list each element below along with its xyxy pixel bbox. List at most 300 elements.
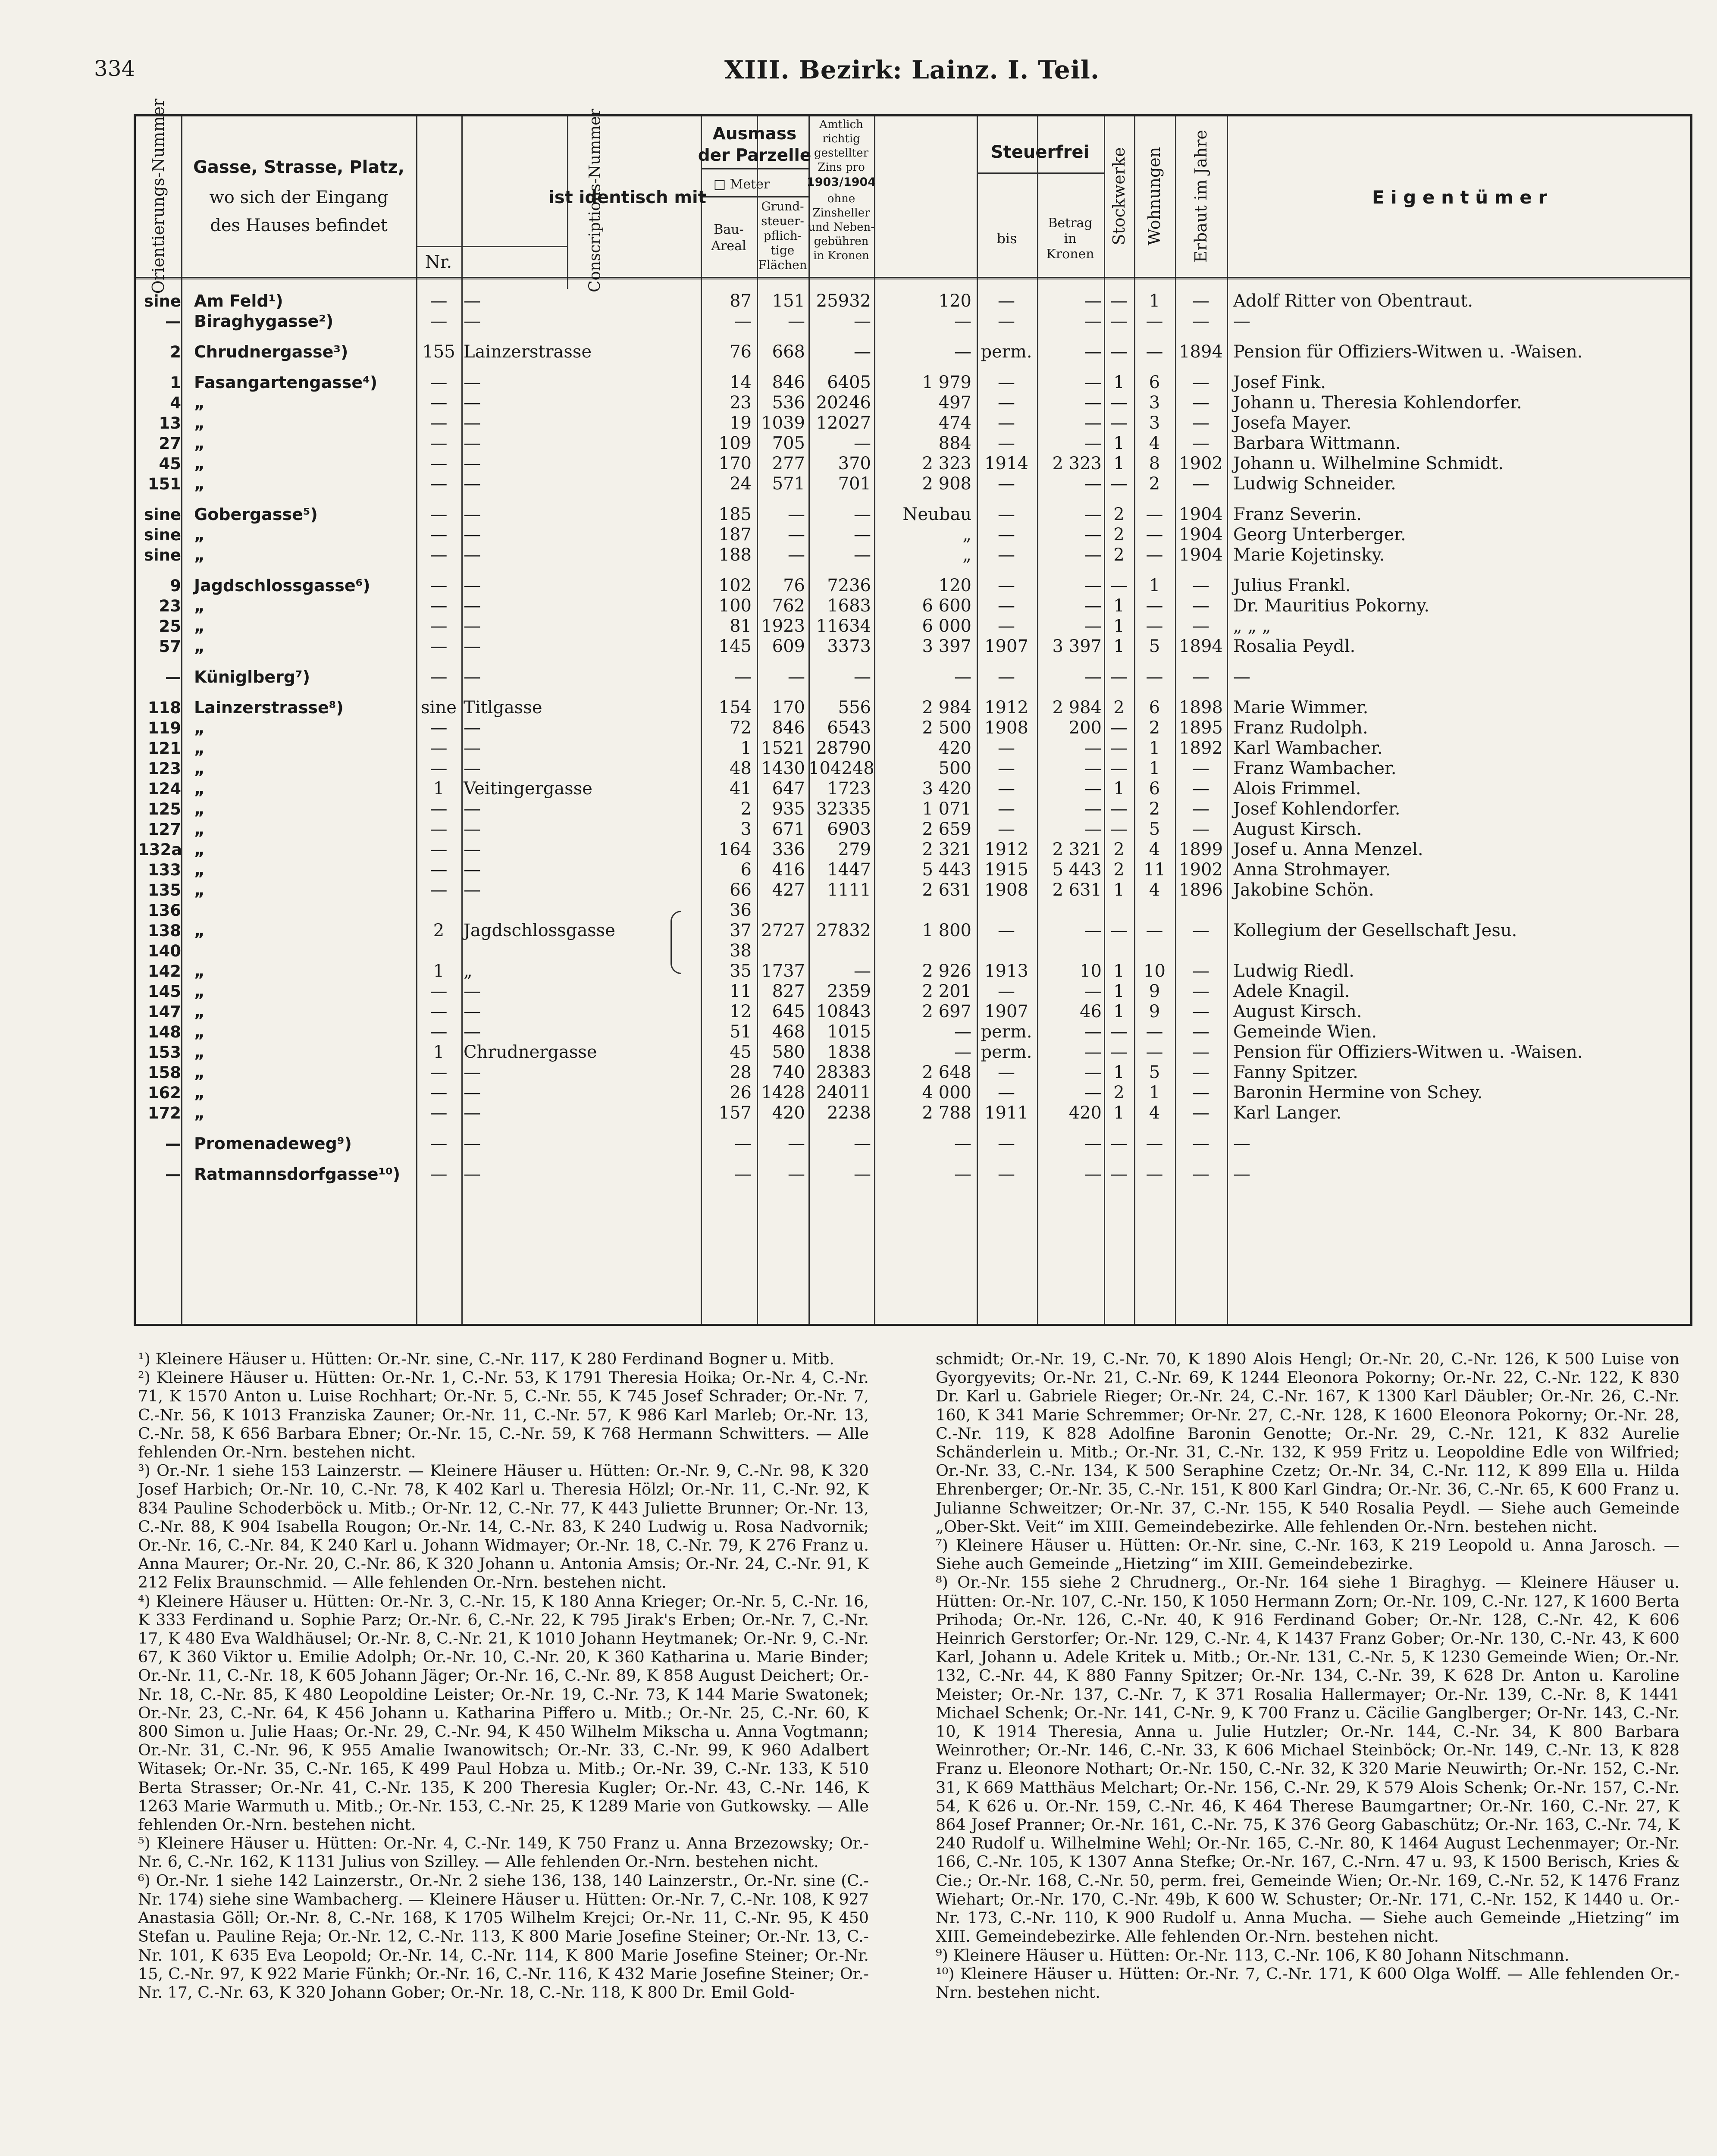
- footnotes-right: [936, 1350, 1679, 2002]
- cell-n: —: [464, 1164, 481, 1184]
- cell-b: 935: [772, 799, 805, 819]
- cell-sb: —: [998, 1062, 1015, 1082]
- cell-own: Pension für Offiziers-Witwen u. -Waisen.: [1233, 342, 1583, 362]
- cell-i: —: [430, 1062, 448, 1082]
- cell-w: 4: [1149, 840, 1160, 859]
- cell-s: „: [194, 1063, 205, 1082]
- cell-sb: —: [998, 576, 1015, 595]
- header-bau-2: Areal: [711, 238, 746, 254]
- cell-sk: —: [1084, 1083, 1102, 1103]
- table-row: [136, 291, 1690, 311]
- cell-e: 1896: [1179, 880, 1223, 900]
- cell-e: 1904: [1179, 525, 1223, 545]
- cell-e: —: [1192, 667, 1209, 687]
- cell-s: Jagdschlossgasse⁶): [194, 576, 370, 595]
- cell-c: 157: [718, 1103, 752, 1123]
- cell-w: 9: [1149, 981, 1160, 1001]
- cell-i: 1: [433, 779, 445, 799]
- header-zins-4: Zins pro: [818, 161, 865, 174]
- cell-b: —: [788, 667, 805, 687]
- cell-c: 28: [730, 1062, 752, 1082]
- cell-n: —: [464, 636, 481, 656]
- cell-e: 1894: [1179, 636, 1223, 656]
- cell-sb: —: [998, 413, 1015, 433]
- table-body: [136, 291, 1690, 1185]
- cell-o: 25: [159, 617, 181, 636]
- cell-st: 1: [1113, 880, 1125, 900]
- cell-n: —: [464, 291, 481, 311]
- cell-sb: —: [998, 758, 1015, 778]
- cell-g: 370: [838, 454, 871, 473]
- cell-st: 2: [1113, 1083, 1125, 1103]
- cell-g: —: [854, 961, 871, 981]
- cell-b: 1430: [761, 758, 805, 778]
- cell-sk: 3 397: [1052, 636, 1102, 656]
- cell-g: 6405: [827, 373, 871, 392]
- cell-c: 187: [718, 525, 752, 545]
- cell-s: „: [194, 799, 205, 818]
- cell-o: 1: [170, 373, 181, 392]
- cell-b: 151: [772, 291, 805, 311]
- cell-b: 416: [772, 860, 805, 880]
- cell-n: —: [464, 1103, 481, 1123]
- footnote: ⁷) Kleinere Häuser u. Hütten: Or.-Nr. sine, C.-Nr. 163, K 219 Leopold u. Anna Jarosch. — Siehe auch Gemeinde „Hietzing“ im XIII. Gemeindebezirke.: [936, 1536, 1679, 1573]
- cell-sk: 46: [1080, 1002, 1102, 1022]
- cell-n: —: [464, 525, 481, 545]
- cell-i: —: [430, 981, 448, 1001]
- row-group-brace: [671, 911, 681, 974]
- cell-st: 1: [1113, 981, 1125, 1001]
- cell-o: 127: [147, 820, 181, 839]
- footnote: ⁶) Or.-Nr. 1 siehe 142 Lainzerstr., Or.-Nr. 2 siehe 136, 138, 140 Lainzerstr., Or.-Nr. sine (C.-Nr. 174) siehe sine Wambacherg. — Kleinere Häuser u. Hütten: Or.-Nr. 7, C.-Nr. 108, K 927 Anastasia Göll; Or.-Nr. 8, C.-Nr. 168, K 1705 Wilhelm Krejci; Or.-Nr. 11, C.-Nr. 95, K 450 Stefan u. Pauline Reja; Or.-Nr. 12, C.-Nr. 113, K 800 Marie Josefine Steiner; Or.-Nr. 13, C.-Nr. 101, K 635 Eva Leopold; Or.-Nr. 14, C.-Nr. 114, K 800 Marie Josefine Steiner; Or.-Nr. 15, C.-Nr. 97, K 922 Marie Fünkh; Or.-Nr. 16, C.-Nr. 116, K 432 Marie Josefine Steiner; Or.-Nr. 17, C.-Nr. 63, K 320 Johann Gober; Or.-Nr. 18, C.-Nr. 118, K 800 Dr. Emil Gold-: [138, 1871, 869, 2002]
- cell-i: 1: [433, 1042, 445, 1062]
- cell-e: 1895: [1179, 718, 1223, 738]
- table-row: [136, 799, 1690, 819]
- cell-z: 2 631: [922, 880, 971, 900]
- cell-o: 125: [147, 800, 181, 818]
- cell-own: Karl Wambacher.: [1233, 738, 1383, 758]
- header-betrag-3: Kronen: [1046, 247, 1094, 262]
- cell-i: —: [430, 311, 448, 331]
- cell-own: Dr. Mauritius Pokorny.: [1233, 596, 1430, 616]
- header-grund-5: Flächen: [758, 258, 807, 272]
- header-eigentuemer: E i g e n t ü m e r: [1372, 187, 1548, 208]
- cell-i: —: [430, 474, 448, 494]
- cell-st: —: [1110, 413, 1128, 433]
- cell-s: „: [194, 1103, 205, 1122]
- table-row: [136, 454, 1690, 474]
- cell-n: Titlgasse: [464, 698, 542, 718]
- cell-z: —: [954, 1022, 971, 1042]
- table-row: [136, 860, 1690, 880]
- cell-st: —: [1110, 667, 1128, 687]
- cell-s: Chrudnergasse³): [194, 342, 348, 361]
- cell-c: 36: [730, 900, 752, 920]
- cell-e: 1904: [1179, 545, 1223, 565]
- cell-z: „: [962, 545, 971, 565]
- cell-o: 9: [170, 577, 181, 595]
- cell-i: —: [430, 291, 448, 311]
- cell-z: 2 659: [922, 819, 971, 839]
- cell-o: 148: [147, 1023, 181, 1041]
- cell-sb: —: [998, 799, 1015, 819]
- table-row: [136, 941, 1690, 961]
- cell-own: Johann u. Theresia Kohlendorfer.: [1233, 393, 1522, 413]
- table-row: [136, 718, 1690, 738]
- cell-sb: 1907: [984, 636, 1028, 656]
- cell-sk: —: [1084, 738, 1102, 758]
- cell-n: —: [464, 596, 481, 616]
- cell-o: 132a: [138, 840, 182, 859]
- cell-i: —: [430, 840, 448, 859]
- cell-s: „: [194, 820, 205, 839]
- cell-s: „: [194, 617, 205, 636]
- cell-w: 2: [1149, 799, 1160, 819]
- cell-w: 10: [1144, 961, 1166, 981]
- cell-o: 133: [147, 861, 181, 879]
- cell-n: —: [464, 616, 481, 636]
- cell-n: —: [464, 860, 481, 880]
- cell-s: Küniglberg⁷): [194, 667, 310, 686]
- cell-i: sine: [421, 698, 457, 718]
- cell-z: 2 323: [922, 454, 971, 473]
- cell-w: —: [1146, 505, 1163, 524]
- cell-e: —: [1192, 1134, 1209, 1153]
- cell-o: 4: [170, 394, 181, 412]
- cell-e: —: [1192, 1002, 1209, 1022]
- cell-z: 474: [938, 413, 971, 433]
- cell-g: 1015: [827, 1022, 871, 1042]
- header-street-2: wo sich der Eingang: [209, 188, 389, 207]
- cell-sk: —: [1084, 799, 1102, 819]
- cell-i: —: [430, 667, 448, 687]
- cell-st: 2: [1113, 545, 1125, 565]
- cell-n: —: [464, 819, 481, 839]
- cell-sk: —: [1084, 779, 1102, 799]
- cell-w: 1: [1149, 758, 1160, 778]
- cell-w: —: [1146, 667, 1163, 687]
- cell-g: 1447: [827, 860, 871, 880]
- cell-o: 151: [147, 475, 181, 493]
- header-nr: Nr.: [425, 252, 452, 272]
- cell-e: —: [1192, 921, 1209, 940]
- cell-b: 336: [772, 840, 805, 859]
- cell-i: —: [430, 1022, 448, 1042]
- cell-e: —: [1192, 1062, 1209, 1082]
- cell-own: Josef u. Anna Menzel.: [1233, 840, 1423, 859]
- cell-g: 701: [838, 474, 871, 494]
- cell-b: 671: [772, 819, 805, 839]
- cell-own: Marie Kojetinsky.: [1233, 545, 1385, 565]
- cell-e: —: [1192, 596, 1209, 616]
- cell-o: sine: [144, 505, 181, 524]
- cell-g: 556: [838, 698, 871, 718]
- cell-sb: 1913: [984, 961, 1028, 981]
- table-row: [136, 596, 1690, 616]
- cell-sb: —: [998, 311, 1015, 331]
- cell-sk: —: [1084, 667, 1102, 687]
- cell-b: 1521: [761, 738, 805, 758]
- cell-sb: —: [998, 596, 1015, 616]
- cell-g: 1683: [827, 596, 871, 616]
- header-betrag-2: in: [1064, 231, 1077, 246]
- cell-b: 1923: [761, 616, 805, 636]
- cell-e: 1894: [1179, 342, 1223, 362]
- cell-sk: —: [1084, 525, 1102, 545]
- cell-c: —: [734, 1164, 752, 1184]
- cell-s: „: [194, 1083, 205, 1102]
- cell-i: —: [430, 393, 448, 413]
- cell-z: —: [954, 1134, 971, 1153]
- cell-c: 26: [730, 1083, 752, 1103]
- cell-i: —: [430, 413, 448, 433]
- table-row: [136, 921, 1690, 941]
- table-row: [136, 981, 1690, 1002]
- cell-c: 37: [730, 921, 752, 940]
- cell-s: Gobergasse⁵): [194, 505, 318, 524]
- table-row: [136, 779, 1690, 799]
- cell-o: 118: [147, 699, 181, 717]
- cell-w: 6: [1149, 779, 1160, 799]
- cell-i: —: [430, 758, 448, 778]
- cell-sb: 1915: [984, 860, 1028, 880]
- cell-w: 1: [1149, 576, 1160, 595]
- cell-z: 2 697: [922, 1002, 971, 1022]
- cell-st: —: [1110, 1042, 1128, 1062]
- cell-c: 45: [730, 1042, 752, 1062]
- cell-st: —: [1110, 799, 1128, 819]
- cell-st: 1: [1113, 1002, 1125, 1022]
- table-row: [136, 1083, 1690, 1103]
- cell-st: —: [1110, 576, 1128, 595]
- cell-sk: —: [1084, 545, 1102, 565]
- header-zins-3: gestellter: [814, 147, 869, 160]
- cell-c: 3: [740, 819, 752, 839]
- cell-i: —: [430, 433, 448, 453]
- cell-n: —: [464, 311, 481, 331]
- cell-i: 2: [433, 921, 445, 940]
- cell-sk: —: [1084, 576, 1102, 595]
- cell-sb: 1911: [984, 1103, 1028, 1123]
- cell-w: 2: [1149, 718, 1160, 738]
- cell-st: —: [1110, 758, 1128, 778]
- cell-st: —: [1110, 291, 1128, 311]
- cell-g: —: [854, 545, 871, 565]
- cell-s: Ratmannsdorfgasse¹⁰): [194, 1165, 401, 1184]
- header-meter: □ Meter: [713, 177, 770, 192]
- cell-c: 145: [718, 636, 752, 656]
- cell-i: —: [430, 819, 448, 839]
- cell-e: 1904: [1179, 505, 1223, 524]
- header-ausmass-1: Ausmass: [712, 124, 797, 144]
- cell-o: 142: [147, 962, 181, 981]
- cell-b: 846: [772, 718, 805, 738]
- cell-w: —: [1146, 525, 1163, 545]
- cell-own: —: [1233, 1164, 1250, 1184]
- cell-st: 1: [1113, 454, 1125, 473]
- cell-own: Johann u. Wilhelmine Schmidt.: [1233, 454, 1504, 473]
- cell-own: Josef Fink.: [1233, 373, 1326, 392]
- cell-own: Alois Frimmel.: [1233, 779, 1361, 799]
- cell-s: „: [194, 454, 205, 473]
- cell-s: „: [194, 840, 205, 859]
- cell-n: —: [464, 981, 481, 1001]
- cell-sb: —: [998, 1164, 1015, 1184]
- footnote: ⁹) Kleinere Häuser u. Hütten: Or.-Nr. 113, C.-Nr. 106, K 80 Johann Nitschmann.: [936, 1946, 1570, 1965]
- table-row: [136, 576, 1690, 596]
- cell-i: —: [430, 373, 448, 392]
- header-steuerfrei: Steuerfrei: [990, 142, 1090, 162]
- header-zins-2: richtig: [822, 132, 860, 145]
- cell-s: „: [194, 474, 205, 493]
- cell-w: 2: [1149, 474, 1160, 494]
- header-wohnungen: Wohnungen: [1145, 147, 1164, 246]
- cell-o: 57: [159, 637, 181, 656]
- cell-sk: —: [1084, 921, 1102, 940]
- cell-st: —: [1110, 1134, 1128, 1153]
- cell-b: 580: [772, 1042, 805, 1062]
- cell-w: 4: [1149, 1103, 1160, 1123]
- cell-sb: 1907: [984, 1002, 1028, 1022]
- cell-sk: —: [1084, 413, 1102, 433]
- cell-st: —: [1110, 718, 1128, 738]
- cell-n: Veitingergasse: [464, 779, 592, 799]
- cell-z: —: [954, 1164, 971, 1184]
- cell-e: —: [1192, 799, 1209, 819]
- cell-n: —: [464, 1002, 481, 1022]
- cell-c: 72: [730, 718, 752, 738]
- cell-o: 119: [147, 719, 181, 737]
- cell-s: „: [194, 545, 205, 564]
- header-zins-5: 1903/1904: [806, 175, 876, 189]
- table-row: [136, 1002, 1690, 1022]
- cell-st: —: [1110, 393, 1128, 413]
- cell-i: —: [430, 718, 448, 738]
- table-row: [136, 545, 1690, 565]
- cell-c: 19: [730, 413, 752, 433]
- cell-g: 2238: [827, 1103, 871, 1123]
- cell-own: —: [1233, 311, 1250, 331]
- cell-z: 2 908: [922, 474, 971, 494]
- cell-sb: —: [998, 373, 1015, 392]
- cell-g: —: [854, 667, 871, 687]
- cell-st: 1: [1113, 1103, 1125, 1123]
- cell-own: Fanny Spitzer.: [1233, 1062, 1358, 1082]
- cell-n: —: [464, 576, 481, 595]
- cell-w: —: [1146, 1134, 1163, 1153]
- cell-n: —: [464, 1022, 481, 1042]
- footnote: ⁸) Or.-Nr. 155 siehe 2 Chrudnerg., Or.-Nr. 164 siehe 1 Biraghyg. — Kleinere Häuser u. Hütten: Or.-Nr. 107, C.-Nr. 150, K 1050 Hermann Zorn; Or.-Nr. 109, C.-Nr. 127, K 1600 Berta Prihoda; Or.-Nr. 126, C.-Nr. 40, K 916 Ferdinand Gober; Or.-Nr. 128, C.-Nr. 42, K 606 Heinrich Gerstorfer; Or.-Nr. 129, C.-Nr. 4, K 1437 Franz Gober; Or.-Nr. 130, C.-Nr. 43, K 600 Karl, Johann u. Adele Kritek u. Mitb.; Or.-Nr. 131, C.-Nr. 5, K 1230 Gemeinde Wien; Or.-Nr. 132, C.-Nr. 44, K 880 Fanny Spitzer; Or.-Nr. 134, C.-Nr. 39, K 628 Dr. Anton u. Karoline Meister; Or.-Nr. 137, C.-Nr. 7, K 371 Rosalia Hallermayer; Or.-Nr. 139, C.-Nr. 8, K 1441 Michael Schenk; Or.-Nr. 141, C-Nr. 9, K 700 Franz u. Cäcilie Ganglberger; Or-Nr. 143, C.-Nr. 10, K 1914 Theresia, Anna u. Julie Hutzler; Or.-Nr. 144, C.-Nr. 34, K 800 Barbara Weinrother; Or.-Nr. 146, C.-Nr. 33, K 606 Michael Steinböck; Or.-Nr. 149, C.-Nr. 13, K 828 Franz u. Eleonore Nothart; Or.-Nr. 150, C.-Nr. 32, K 320 Marie Neuwirth; Or.-Nr. 152, C.-Nr. 31, K 669 Matthäus Melchart; Or.-Nr. 156, C.-Nr. 29, K 579 Alois Schenk; Or.-Nr. 157, C.-Nr. 54, K 626 u. Or.-Nr. 159, C.-Nr. 46, K 464 Therese Baumgartner; Or.-Nr. 160, C.-Nr. 27, K 864 Josef Pranner; Or.-Nr. 161, C.-Nr. 75, K 376 Georg Gabaschütz; Or.-Nr. 163, C.-Nr. 74, K 240 Rudolf u. Wilhelmine Wehl; Or.-Nr. 165, C.-Nr. 80, K 1464 August Lechenmayer; Or.-Nr. 166, C.-Nr. 105, K 1307 Anna Stefke; Or.-Nr. 167, C.-Nrn. 47 u. 93, K 1500 Berisch, Kries & Cie.; Or.-Nr. 168, C.-Nr. 50, perm. frei, Gemeinde Wien; Or.-Nr. 169, C.-Nr. 52, K 1476 Franz Wiehart; Or.-Nr. 170, C.-Nr. 49b, K 600 W. Schuster; Or.-Nr. 171, C.-Nr. 152, K 1440 u. Or.-Nr. 173, C.-Nr. 110, K 900 Rudolf u. Anna Mucha. — Siehe auch Gemeinde „Hietzing“ im XIII. Gemeindebezirke. Alle fehlenden Or.-Nrn. bestehen nicht.: [936, 1573, 1679, 1946]
- cell-s: „: [194, 860, 205, 879]
- cell-o: 23: [159, 597, 181, 615]
- cell-w: 6: [1149, 698, 1160, 718]
- cell-st: —: [1110, 921, 1128, 940]
- cell-i: —: [430, 545, 448, 565]
- header-grund-2: steuer-: [761, 214, 804, 228]
- cell-sk: —: [1084, 311, 1102, 331]
- cell-c: 76: [730, 342, 752, 362]
- cell-z: 2 201: [922, 981, 971, 1001]
- table-row: [136, 667, 1690, 687]
- cell-sb: —: [998, 525, 1015, 545]
- table-row: [136, 961, 1690, 981]
- footnotes-left: [138, 1350, 869, 2002]
- cell-g: 32335: [816, 799, 871, 819]
- cell-st: —: [1110, 819, 1128, 839]
- cell-i: —: [430, 616, 448, 636]
- cell-sk: —: [1084, 819, 1102, 839]
- cell-o: sine: [144, 292, 181, 310]
- footnote: ¹⁰) Kleinere Häuser u. Hütten: Or.-Nr. 7, C.-Nr. 171, K 600 Olga Wolff. — Alle fehlenden Or.-Nrn. bestehen nicht.: [936, 1964, 1679, 2002]
- cell-i: —: [430, 454, 448, 473]
- cell-own: Ludwig Riedl.: [1233, 961, 1354, 981]
- cell-sb: 1912: [984, 698, 1028, 718]
- cell-n: Chrudnergasse: [464, 1042, 597, 1062]
- cell-s: Lainzerstrasse⁸): [194, 698, 344, 717]
- cell-n: —: [464, 758, 481, 778]
- table-row: [136, 1022, 1690, 1042]
- cell-c: 66: [730, 880, 752, 900]
- cell-n: —: [464, 1134, 481, 1153]
- table-row: [136, 525, 1690, 545]
- cell-g: 27832: [816, 921, 871, 940]
- cell-st: 2: [1113, 525, 1125, 545]
- cell-o: sine: [144, 526, 181, 544]
- cell-sb: —: [998, 667, 1015, 687]
- cell-o: 2: [170, 343, 181, 361]
- cell-own: Marie Wimmer.: [1233, 698, 1369, 718]
- cell-g: 28790: [816, 738, 871, 758]
- cell-o: 145: [147, 982, 181, 1001]
- cell-z: 2 321: [922, 840, 971, 859]
- cell-w: —: [1146, 342, 1163, 362]
- cell-s: Am Feld¹): [194, 291, 283, 310]
- cell-s: „: [194, 759, 205, 778]
- cell-z: 6 600: [922, 596, 971, 616]
- cell-sk: —: [1084, 505, 1102, 524]
- cell-i: —: [430, 505, 448, 524]
- running-title: XIII. Bezirk: Lainz. I. Teil.: [724, 55, 1100, 85]
- cell-o: 135: [147, 881, 181, 899]
- cell-st: 1: [1113, 636, 1125, 656]
- cell-i: 1: [433, 961, 445, 981]
- header-bis: bis: [996, 230, 1017, 247]
- cell-z: 3 397: [922, 636, 971, 656]
- footnote: ²) Kleinere Häuser u. Hütten: Or.-Nr. 1, C.-Nr. 53, K 1791 Theresia Hoika; Or.-Nr. 4, C.-Nr. 71, K 1570 Anton u. Luise Rochhart; Or.-Nr. 5, C.-Nr. 55, K 745 Josef Schrader; Or.-Nr. 7, C.-Nr. 56, K 1013 Franziska Zauner; Or.-Nr. 11, C.-Nr. 57, K 986 Karl Marleb; Or.-Nr. 13, C.-Nr. 58, K 656 Barbara Ebner; Or.-Nr. 15, C.-Nr. 59, K 768 Hermann Schwitters. — Alle fehlenden Or.-Nrn. bestehen nicht.: [138, 1368, 869, 1462]
- cell-n: Jagdschlossgasse: [464, 921, 615, 940]
- cell-g: 28383: [816, 1062, 871, 1082]
- cell-n: —: [464, 433, 481, 453]
- cell-z: 5 443: [922, 860, 971, 880]
- header-zins-10: in Kronen: [813, 249, 869, 262]
- cell-w: 4: [1149, 433, 1160, 453]
- cell-g: 1111: [827, 880, 871, 900]
- cell-sk: —: [1084, 291, 1102, 311]
- cell-e: —: [1192, 758, 1209, 778]
- cell-z: —: [954, 311, 971, 331]
- cell-o: 140: [147, 942, 181, 960]
- cell-e: —: [1192, 576, 1209, 595]
- table-row: [136, 840, 1690, 860]
- cell-b: —: [788, 545, 805, 565]
- cell-st: 2: [1113, 505, 1125, 524]
- header-zins-1: Amtlich: [819, 118, 863, 131]
- cell-w: 5: [1149, 819, 1160, 839]
- cell-c: 102: [718, 576, 752, 595]
- cell-n: —: [464, 880, 481, 900]
- cell-sb: —: [998, 393, 1015, 413]
- cell-c: 35: [730, 961, 752, 981]
